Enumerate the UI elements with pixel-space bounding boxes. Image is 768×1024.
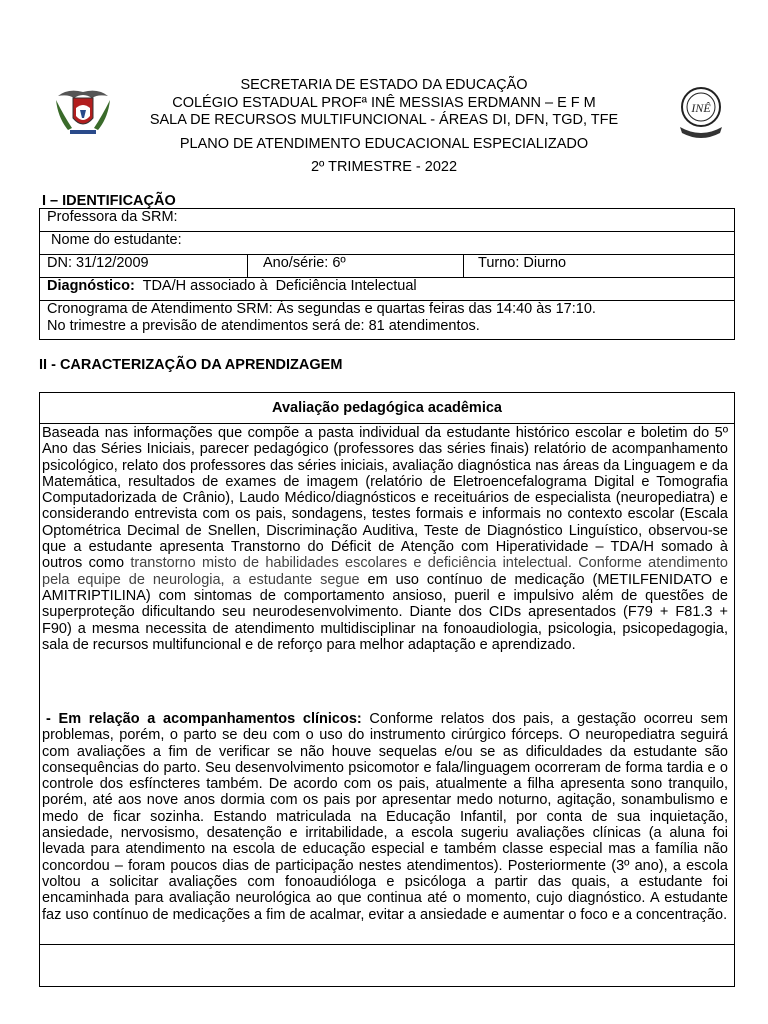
p2-text: Conforme relatos dos pais, a gestação ocorreu sem problemas, porém, o parto se deu com o uso do instrumento cirúrgico fórceps. O neuropediatra seguirá com avaliações a fim de verificar se não houve sequelas e/ou se as dificuldades da estudante são consequências do parto. Seu desenvolvimento psicomotor e fala/linguagem ocorreram de forma tardia e o controle dos esfíncteres também. De acordo com os pais, atualmente a filha apresenta sono tranquilo, porém, até aos nove anos dormia com os pais por apresentar medo noturno, agitação, sonambulismo e medo de ficar sozinha. Estando matriculada na Educação Infantil, por conta de sua inquietação, ansiedade, nervosismo, desatenção e irritabilidade, a escola sugeriu avaliações clínicas (a aluna foi levada para atendimento na escola de educação especial e também classe especial mas a família não concordou – foram poucos dias de participação nestes atendimentos). Posteriormente (3º ano), a escola voltou a solicitar avaliações com fonoaudióloga e psicóloga a partir das quais, a estudante foi encaminhada para avaliação neurológica ao que continua até o momento, cujo diagnóstico. A estudante faz uso contínuo de medicações a fim de acalmar, evitar a ansiedade e aumentar o foco e a concentração.: [42, 711, 728, 923]
dn-field: DN: 31/12/2009: [40, 255, 248, 278]
p1-text-b: em uso contínuo de medicação (METILFENIDATO e AMITRIPTILINA) com sintomas de comportamento ansioso, pueril e impulsivo além de questões de superproteção dificultando seu neurodesenvolvimento. Diante dos CIDs apresentados (F79 + F81.3 + F90) a mesma necessita de atendimento multidisciplinar na fonoaudiologia, psicologia, psicopedagogia, sala de recursos multifuncional e de reforço para melhor adaptação e aprendizado.: [42, 571, 728, 653]
header-secretaria: SECRETARIA DE ESTADO DA EDUCAÇÃO: [240, 77, 528, 93]
turno-field: Turno: Diurno: [464, 255, 735, 278]
header-trimestre: 2º TRIMESTRE - 2022: [310, 159, 458, 175]
avaliacao-paragraph-1: [42, 425, 728, 653]
avaliacao-box-title: Avaliação pedagógica acadêmica: [40, 393, 734, 424]
header-colegio: COLÉGIO ESTADUAL PROFª INÊ MESSIAS ERDMANN – E F M: [172, 95, 596, 111]
p1-text-gray: transtorno misto de habilidades escolares e deficiência intelectual. Conforme atendimento pela equipe de neurologia, a estudante segue: [42, 555, 728, 588]
identificacao-table: [39, 208, 735, 340]
avaliacao-box: [39, 392, 735, 987]
diagnostico-field: [40, 278, 735, 301]
diagnostico-value: TDA/H associado à Deficiência Intelectual: [134, 278, 417, 294]
box-bottom-divider: [40, 944, 734, 945]
header-sala-recursos: SALA DE RECURSOS MULTIFUNCIONAL - ÁREAS DI, DFN, TGD, TFE: [149, 112, 619, 128]
avaliacao-paragraph-2: [42, 711, 728, 923]
p2-label: - Em relação a acompanhamentos clínicos:: [46, 711, 362, 727]
estudante-field: Nome do estudante:: [40, 232, 735, 255]
p1-text-a: Baseada nas informações que compõe a pasta individual da estudante histórico escolar e boletim do 5º Ano das Séries Iniciais, parecer pedagógico (professores das séries finais) relatório de acompanhamento psicológico, relato dos professores das séries iniciais, avaliação diagnóstica nas áreas da Linguagem e da Matemática, resultados de exames de imagem (relatório de Eletroencefalograma Digital e Tomografia Computadorizada de Crânio), Laudo Médico/diagnósticos e receituários de especialista (neuropediatra) e considerando entrevista com os pais, sondagens, testes formais e informais no contexto escolar (Escala Optométrica Decimal de Snellen, Discriminação Auditiva, Teste de Diagnóstico Linguístico, observou-se que a estudante apresenta Transtorno do Déficit de Atenção com Hiperatividade – TDA/H somado à outros como: [42, 425, 728, 572]
ano-serie-field: Ano/série: 6º: [248, 255, 464, 278]
section-identificacao-title: I – IDENTIFICAÇÃO: [42, 193, 176, 209]
diagnostico-label: Diagnóstico:: [47, 278, 135, 294]
cronograma-field: [40, 301, 735, 340]
section-caracterizacao-title: II - CARACTERIZAÇÃO DA APRENDIZAGEM: [39, 357, 343, 373]
header-plano: PLANO DE ATENDIMENTO EDUCACIONAL ESPECIALIZADO: [179, 136, 589, 152]
cronograma-text: Cronograma de Atendimento SRM: Ás segundas e quartas feiras das 14:40 às 17:10.: [47, 301, 596, 317]
school-emblem-text: INÊ: [691, 101, 711, 115]
previsao-text: No trimestre a previsão de atendimentos será de: 81 atendimentos.: [47, 318, 480, 334]
professora-field: Professora da SRM:: [40, 209, 735, 232]
school-emblem-icon: [676, 83, 726, 139]
